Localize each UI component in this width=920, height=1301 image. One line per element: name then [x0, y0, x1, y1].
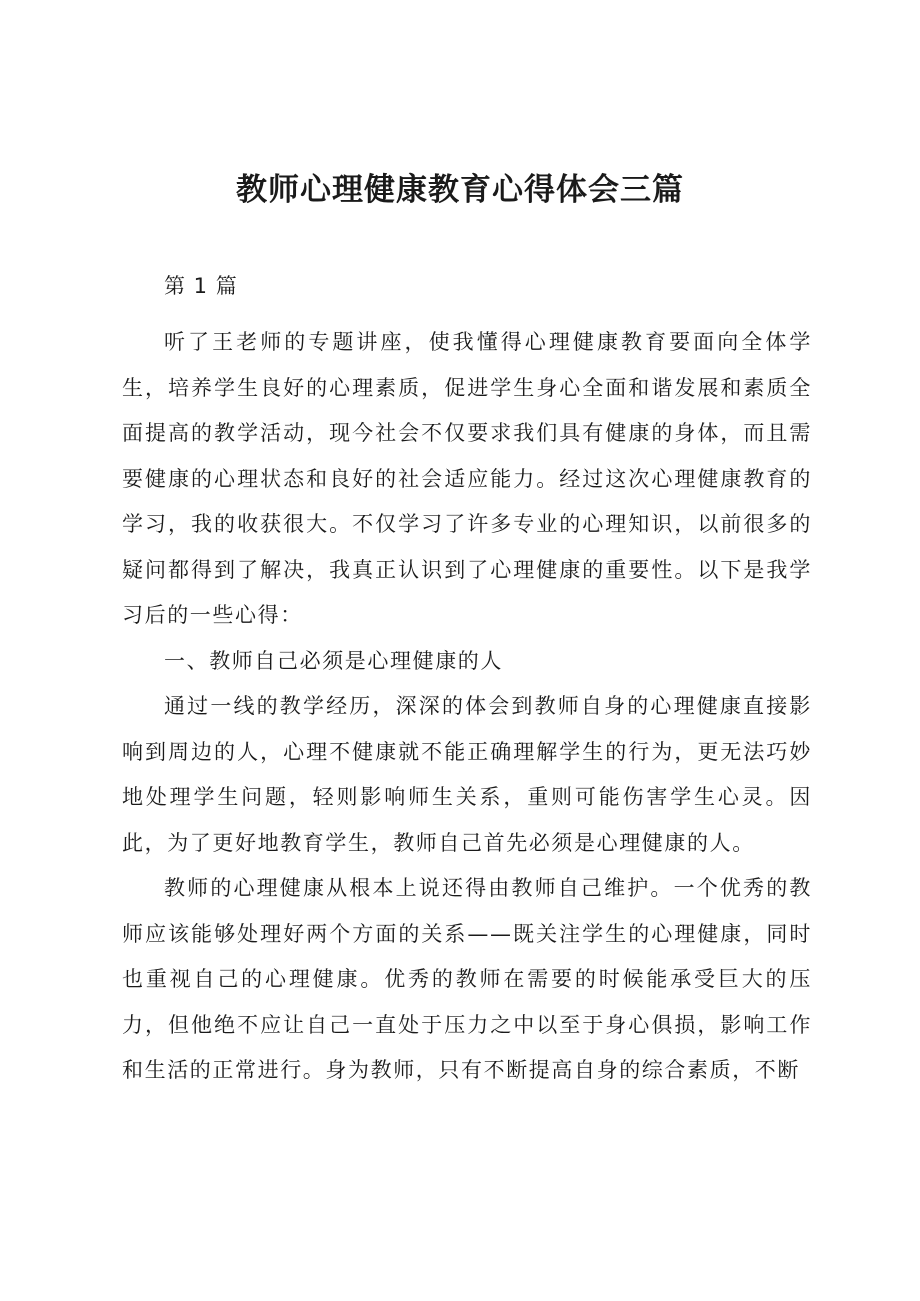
document-title: 教师心理健康教育心得体会三篇 — [236, 172, 684, 208]
paragraph-teacher-health: 通过一线的教学经历，深深的体会到教师自身的心理健康直接影响到周边的人，心理不健康就不能正确理解学生的行为，更无法巧妙地处理学生问题，轻则影响师生关系，重则可能伤害学生心灵。因此，为了更好地教育学生，教师自己首先必须是心理健康的人。 — [122, 694, 812, 855]
chapter-label: 第 1 篇 — [164, 274, 238, 298]
paragraph-maintain-health: 教师的心理健康从根本上说还得由教师自己维护。一个优秀的教师应该能够处理好两个方面的关系——既关注学生的心理健康，同时也重视自己的心理健康。优秀的教师在需要的时候能承受巨大的压力，但他绝不应让自己一直处于压力之中以至于身心俱损，影响工作和生活的正常进行。身为教师，只有不断提高自身的综合素质，不断 — [122, 876, 812, 1082]
paragraph-intro: 听了王老师的专题讲座，使我懂得心理健康教育要面向全体学生，培养学生良好的心理素质，促进学生身心全面和谐发展和素质全面提高的教学活动，现今社会不仅要求我们具有健康的身体，而且需要健康的心理状态和良好的社会适应能力。经过这次心理健康教育的学习，我的收获很大。不仅学习了许多专业的心理知识，以前很多的疑问都得到了解决，我真正认识到了心理健康的重要性。以下是我学习后的一些心得： — [122, 330, 812, 627]
document-body — [122, 268, 812, 1094]
section-heading: 一、教师自己必须是心理健康的人 — [164, 648, 503, 673]
